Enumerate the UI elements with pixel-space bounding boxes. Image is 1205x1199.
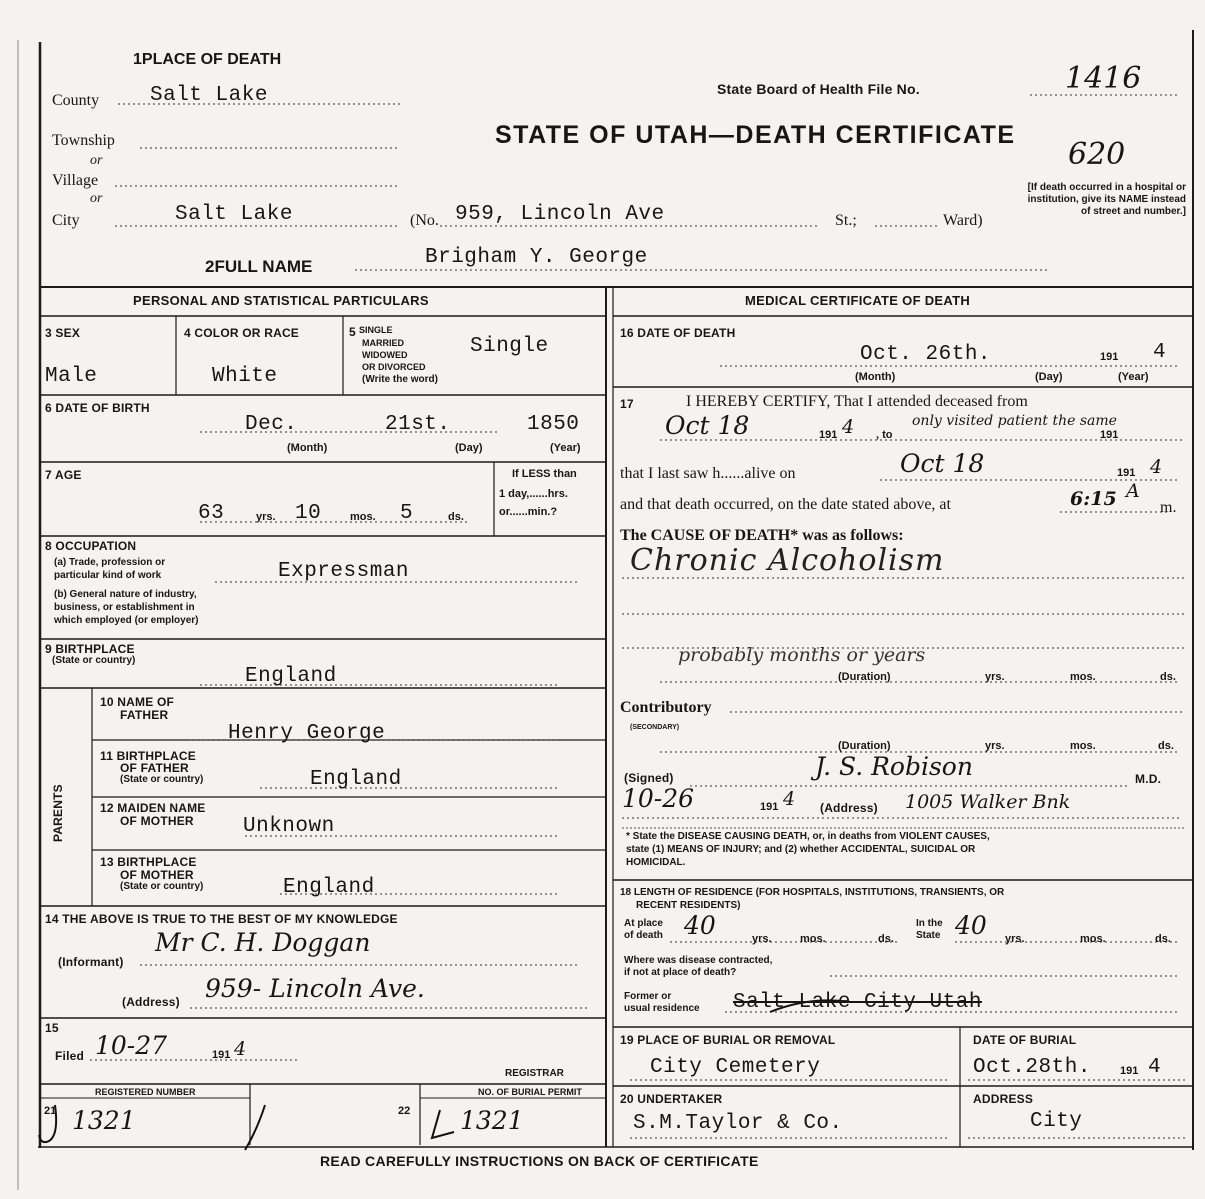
- township-label: Township: [52, 132, 115, 149]
- signature-address-value: 1005 Walker Bnk: [905, 791, 1071, 813]
- occupation-b-line-2: business, or establishment in: [54, 602, 195, 613]
- attended-to-value: only visited patient the same: [912, 413, 1117, 429]
- less-than-line-1: If LESS than: [512, 468, 577, 480]
- burial-place-value: City Cemetery: [650, 1056, 821, 1079]
- street-st-label: St.;: [835, 212, 857, 229]
- medical-section-title: MEDICAL CERTIFICATE OF DEATH: [745, 293, 971, 308]
- father-birthplace-label-3: (State or country): [120, 774, 204, 785]
- filed-label: Filed: [55, 1049, 85, 1063]
- marital-married-label: MARRIED: [362, 338, 404, 348]
- informant-address-label: (Address): [122, 995, 180, 1009]
- dob-day: 21st.: [385, 413, 451, 436]
- duration-label-2: (Duration): [838, 740, 891, 752]
- secondary-file-number: 620: [1068, 137, 1126, 172]
- dob-month: Dec.: [245, 413, 298, 436]
- filed-year-prefix: 191: [212, 1049, 231, 1061]
- mother-birthplace-label-3: (State or country): [120, 881, 204, 892]
- dob-month-caption: (Month): [287, 442, 328, 454]
- burial-date-value: Oct.28th.: [973, 1056, 1091, 1079]
- burial-permit-value: 1321: [460, 1106, 524, 1135]
- last-saw-label: that I last saw h......alive on: [620, 465, 796, 482]
- less-than-line-3: or......min.?: [499, 506, 558, 518]
- attended-to-label: , to: [876, 429, 893, 441]
- full-name-label: 2FULL NAME: [205, 257, 313, 276]
- attended-from-date: Oct 18: [665, 411, 750, 440]
- birthplace-value: England: [245, 665, 337, 688]
- registrar-label: REGISTRAR: [505, 1068, 564, 1079]
- duration-ds-1: ds.: [1160, 671, 1176, 683]
- dod-month-caption: (Month): [855, 371, 896, 383]
- signature-address-label: (Address): [820, 801, 878, 815]
- age-mos-unit: mos.: [350, 511, 376, 523]
- burial-date-label: DATE OF BURIAL: [973, 1033, 1077, 1047]
- signed-label: (Signed): [624, 771, 674, 785]
- duration-mos-2: mos.: [1070, 740, 1096, 752]
- cause-of-death-label: The CAUSE OF DEATH* was as follows:: [620, 527, 904, 544]
- marital-widowed-label: WIDOWED: [362, 350, 408, 360]
- disease-contracted-label-1: Where was disease contracted,: [624, 955, 773, 966]
- informant-address-value: 959- Lincoln Ave.: [205, 974, 425, 1003]
- occupation-label: 8 OCCUPATION: [45, 539, 137, 553]
- marital-num: 5: [349, 325, 356, 339]
- at-place-value: 40: [684, 911, 716, 940]
- personal-section-title: PERSONAL AND STATISTICAL PARTICULARS: [133, 293, 429, 308]
- signature-year-digit: 4: [783, 788, 796, 810]
- marital-write-label: (Write the word): [362, 374, 438, 385]
- at-place-label-2: of death: [624, 930, 663, 941]
- parents-side-label: PARENTS: [51, 784, 65, 842]
- burial-permit-label: NO. OF BURIAL PERMIT: [478, 1087, 582, 1097]
- former-residence-label-2: usual residence: [624, 1003, 700, 1014]
- occupation-value: Expressman: [278, 560, 410, 583]
- informant-value: Mr C. H. Doggan: [155, 928, 371, 957]
- last-saw-date: Oct 18: [900, 449, 985, 478]
- age-ds-unit: ds.: [448, 511, 464, 523]
- city-value: Salt Lake: [175, 203, 293, 226]
- undertaker-value: S.M.Taylor & Co.: [633, 1112, 843, 1135]
- death-occurred-label: and that death occurred, on the date stated above, at: [620, 496, 951, 513]
- certify-num: 17: [620, 397, 634, 411]
- color-race-label: 4 COLOR OR RACE: [184, 326, 300, 340]
- dob-year: 1850: [527, 413, 580, 436]
- attended-to-year-prefix: 191: [1100, 429, 1119, 441]
- full-name-value: Brigham Y. George: [425, 246, 648, 269]
- attended-from-year-digit: 4: [842, 416, 855, 438]
- residence-label-2: RECENT RESIDENTS): [636, 900, 741, 911]
- file-no-value: 1416: [1065, 61, 1142, 96]
- less-than-line-2: 1 day,......hrs.: [499, 488, 568, 500]
- mother-birthplace-value: England: [283, 876, 375, 899]
- last-saw-year-prefix: 191: [1117, 467, 1136, 479]
- place-of-death-heading: 1PLACE OF DEATH: [133, 51, 282, 68]
- father-name-label-2: FATHER: [120, 708, 169, 722]
- father-birthplace-value: England: [310, 768, 402, 791]
- mother-birthplace-label-2: OF MOTHER: [120, 868, 194, 882]
- village-label: Village: [52, 172, 99, 189]
- mother-name-label-2: OF MOTHER: [120, 814, 194, 828]
- certify-statement: I HEREBY CERTIFY, That I attended deceased from: [686, 393, 1028, 410]
- registered-number-value: 1321: [72, 1106, 136, 1135]
- duration-label-1: (Duration): [838, 671, 891, 683]
- duration-mos-1: mos.: [1070, 671, 1096, 683]
- registered-number-label: REGISTERED NUMBER: [95, 1087, 196, 1097]
- burial-year-digit: 4: [1148, 1056, 1162, 1079]
- signed-value: J. S. Robison: [815, 752, 973, 781]
- undertaker-address-value: City: [1030, 1110, 1083, 1133]
- footnote-line-1: * State the DISEASE CAUSING DEATH, or, in deaths from VIOLENT CAUSES,: [626, 831, 990, 842]
- cause-of-death-value: Chronic Alcoholism: [630, 543, 945, 578]
- md-label: M.D.: [1135, 772, 1162, 786]
- father-name-value: Henry George: [228, 722, 386, 745]
- street-no-label: (No.: [410, 212, 439, 229]
- ward-label: Ward): [943, 212, 983, 229]
- in-state-ds: ds.: [1155, 933, 1171, 945]
- county-value: Salt Lake: [150, 84, 268, 107]
- or-label-2: or: [90, 191, 103, 206]
- date-of-death-month-day: Oct. 26th.: [860, 343, 992, 366]
- father-birthplace-label-1: 11 BIRTHPLACE: [100, 749, 196, 763]
- date-of-death-year-digit: 4: [1153, 341, 1167, 364]
- age-days: 5: [400, 502, 414, 525]
- dob-day-caption: (Day): [455, 442, 483, 454]
- attended-from-year-prefix: 191: [819, 429, 838, 441]
- color-race-value: White: [212, 365, 278, 388]
- age-years: 63: [198, 502, 225, 525]
- back-instructions: READ CAREFULLY INSTRUCTIONS ON BACK OF CERTIFICATE: [320, 1153, 759, 1169]
- in-state-label-1: In the: [916, 918, 943, 929]
- at-place-yrs: yrs.: [752, 933, 772, 945]
- burial-year-prefix: 191: [1120, 1065, 1139, 1077]
- filed-year-digit: 4: [234, 1038, 247, 1060]
- duration-yrs-2: yrs.: [985, 740, 1005, 752]
- duration-value: probably months or years: [678, 644, 926, 666]
- occupation-a-line-1: (a) Trade, profession or: [54, 557, 166, 568]
- last-saw-year-digit: 4: [1150, 456, 1163, 478]
- death-time-suffix: A: [1126, 480, 1140, 502]
- burial-place-label: 19 PLACE OF BURIAL OR REMOVAL: [620, 1033, 836, 1047]
- city-label: City: [52, 212, 80, 229]
- undertaker-label: 20 UNDERTAKER: [620, 1092, 723, 1106]
- birthplace-label: 9 BIRTHPLACE: [45, 642, 135, 656]
- in-state-label-2: State: [916, 930, 941, 941]
- contributory-label: Contributory: [620, 699, 712, 716]
- former-residence-value: Salt Lake City Utah: [733, 991, 982, 1014]
- occupation-b-line-1: (b) General nature of industry,: [54, 589, 197, 600]
- birthplace-sub: (State or country): [52, 655, 136, 666]
- dob-year-caption: (Year): [550, 442, 581, 454]
- occupation-b-line-3: which employed (or employer): [54, 615, 199, 626]
- dob-label: 6 DATE OF BIRTH: [45, 401, 150, 415]
- county-label: County: [52, 92, 100, 109]
- footnote-line-2: state (1) MEANS OF INJURY; and (2) whether ACCIDENTAL, SUICIDAL OR: [626, 844, 976, 855]
- at-place-label-1: At place: [624, 918, 663, 929]
- hospital-note: [If death occurred in a hospital or institution, give its NAME instead of street and number.]: [1027, 182, 1186, 217]
- dod-day-caption: (Day): [1035, 371, 1063, 383]
- dod-year-caption: (Year): [1118, 371, 1149, 383]
- secondary-label: (SECONDARY): [630, 724, 680, 731]
- filed-date-value: 10-27: [95, 1031, 168, 1060]
- residence-label-1: 18 LENGTH OF RESIDENCE (FOR HOSPITALS, INSTITUTIONS, TRANSIENTS, OR: [620, 887, 1005, 898]
- death-time: 6:15: [1070, 488, 1117, 510]
- street-value: 959, Lincoln Ave: [455, 203, 665, 226]
- occupation-a-line-2: particular kind of work: [54, 570, 162, 581]
- mother-name-label-1: 12 MAIDEN NAME: [100, 801, 206, 815]
- undertaker-address-label: ADDRESS: [973, 1092, 1034, 1106]
- disease-contracted-label-2: if not at place of death?: [624, 967, 737, 978]
- age-label: 7 AGE: [45, 468, 82, 482]
- filed-num: 15: [45, 1021, 59, 1035]
- former-residence-label-1: Former or: [624, 991, 672, 1002]
- signature-year-prefix: 191: [760, 801, 779, 813]
- marital-value: Single: [470, 335, 549, 358]
- at-place-ds: ds.: [878, 933, 894, 945]
- in-state-yrs: yrs.: [1005, 933, 1025, 945]
- certificate-title: STATE OF UTAH—DEATH CERTIFICATE: [495, 121, 1016, 149]
- footnote-line-3: HOMICIDAL.: [626, 857, 686, 868]
- num-22: 22: [398, 1105, 411, 1117]
- duration-yrs-1: yrs.: [985, 671, 1005, 683]
- death-time-m: m.: [1160, 499, 1177, 516]
- signature-date: 10-26: [622, 784, 695, 813]
- marital-divorced-label: OR DIVORCED: [362, 362, 426, 372]
- father-birthplace-label-2: OF FATHER: [120, 761, 189, 775]
- knowledge-statement: 14 THE ABOVE IS TRUE TO THE BEST OF MY KNOWLEDGE: [45, 912, 398, 926]
- at-place-mos: mos.: [800, 933, 826, 945]
- age-months: 10: [295, 502, 322, 525]
- sex-label: 3 SEX: [45, 326, 81, 340]
- in-state-value: 40: [955, 911, 987, 940]
- marital-single-label: SINGLE: [359, 325, 393, 335]
- or-label-1: or: [90, 153, 103, 168]
- duration-ds-2: ds.: [1158, 740, 1174, 752]
- sex-value: Male: [45, 365, 98, 388]
- age-yrs-unit: yrs.: [256, 511, 276, 523]
- informant-label: (Informant): [58, 955, 124, 969]
- date-of-death-label: 16 DATE OF DEATH: [620, 326, 736, 340]
- file-no-label: State Board of Health File No.: [717, 81, 920, 97]
- mother-name-value: Unknown: [243, 815, 335, 838]
- num-21: 21: [44, 1105, 57, 1117]
- in-state-mos: mos.: [1080, 933, 1106, 945]
- father-name-label-1: 10 NAME OF: [100, 695, 175, 709]
- date-of-death-year-prefix: 191: [1100, 351, 1119, 363]
- mother-birthplace-label-1: 13 BIRTHPLACE: [100, 855, 197, 869]
